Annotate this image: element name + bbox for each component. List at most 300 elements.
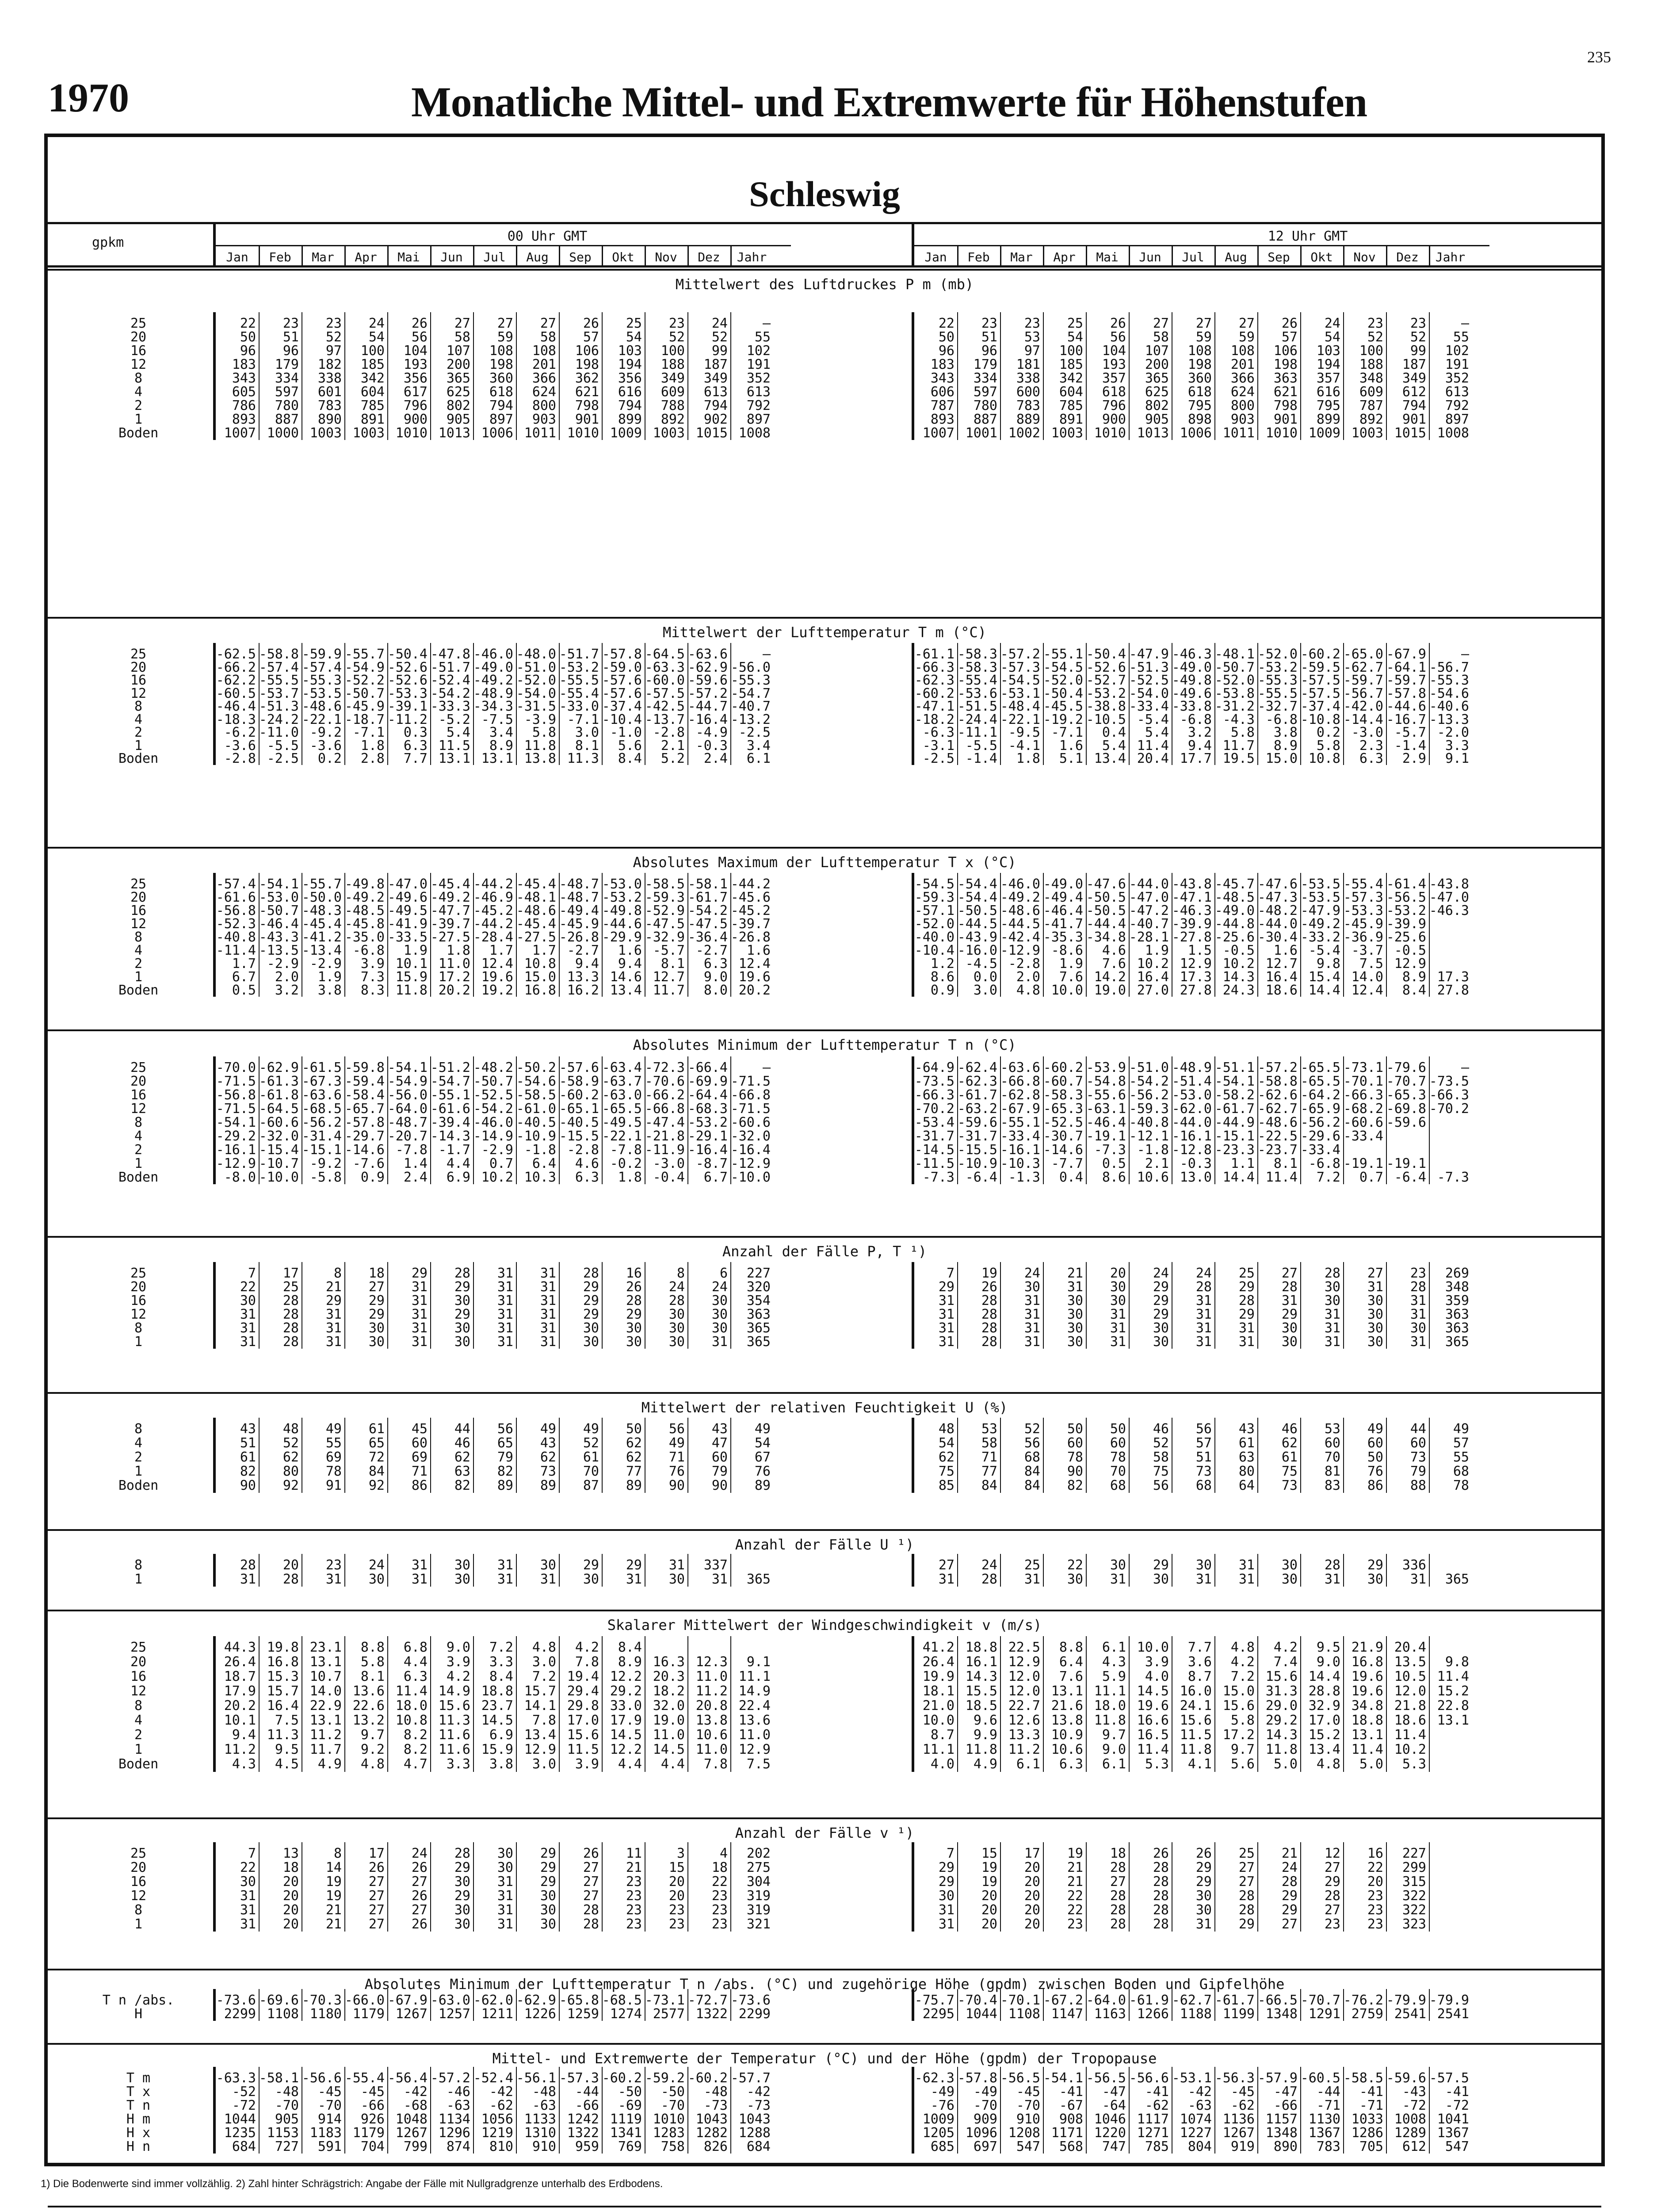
cell-12: -61.9 [1129, 1993, 1169, 2008]
cell-12: 1008 [1394, 2112, 1426, 2127]
cell-00: 49 [540, 1421, 556, 1437]
cell-12: 0.5 [1102, 1156, 1126, 1171]
cell-00: -57.4 [302, 659, 342, 675]
cell-12: 7.2 [1316, 1170, 1340, 1185]
cell-00: -58.4 [344, 1087, 385, 1103]
cell-12: 1227 [1180, 2125, 1212, 2141]
cell-12: 17.0 [1308, 1713, 1340, 1728]
cell-12: 363 [1445, 1320, 1469, 1336]
table-row [48, 316, 1601, 330]
cell-12: -65.9 [1300, 1101, 1340, 1117]
cell-12: -36.9 [1343, 930, 1383, 945]
cell-00: 17.2 [438, 969, 470, 985]
cell-00: 30 [454, 1874, 470, 1890]
month-divider [1172, 245, 1173, 268]
cell-12: -59.7 [1386, 673, 1426, 688]
cell-12: -40.6 [1429, 699, 1469, 714]
cell-00: 12.9 [524, 1742, 556, 1757]
cell-12: 21 [1067, 1860, 1083, 1875]
cell-12: -33.4 [1300, 1142, 1340, 1158]
cell-12: 41.2 [922, 1640, 955, 1655]
cell-00: 1043 [695, 2112, 728, 2127]
cell-00: 24 [368, 1557, 385, 1573]
cell-12: 31 [1024, 1320, 1040, 1336]
cell-00: 780 [275, 398, 299, 413]
cell-00: 8.2 [403, 1742, 428, 1757]
cell-00: 893 [232, 412, 256, 427]
cell-00: 20.2 [438, 983, 470, 998]
cell-00: 17 [368, 1846, 385, 1861]
cell-12: 10.5 [1394, 1669, 1426, 1684]
cell-00: 7 [248, 1266, 256, 1281]
cell-12: 23 [1367, 1916, 1383, 1932]
cell-12: 27 [1281, 1916, 1298, 1932]
table-row [48, 930, 1601, 944]
cell-12: 10.2 [1137, 956, 1169, 972]
cell-12: 1289 [1394, 2125, 1426, 2141]
row-label: 8 [134, 1421, 143, 1437]
cell-00: 103 [618, 343, 642, 359]
cell-00: 617 [403, 384, 428, 400]
cell-00: -48.0 [516, 646, 556, 662]
cell-12: -0.3 [1180, 1156, 1212, 1171]
row-label: T n /abs. [102, 1993, 175, 2008]
cell-12: -1.3 [1008, 1170, 1040, 1185]
cell-12: 363 [1273, 371, 1298, 386]
cell-00: 60 [411, 1435, 428, 1451]
cell-12: 0.4 [1102, 725, 1126, 740]
cell-00: 365 [746, 1320, 771, 1336]
cell-00: 12.9 [738, 1742, 771, 1757]
cell-12: 10.2 [1394, 1742, 1426, 1757]
cell-12: 28 [1110, 1902, 1126, 1918]
cell-12: -6.3 [922, 725, 955, 740]
row-label: T m [126, 2070, 151, 2086]
row-label: 1 [134, 969, 143, 985]
cell-00: -46.9 [473, 890, 513, 905]
cell-00: 11.7 [653, 983, 685, 998]
cell-00: 76 [668, 1464, 685, 1479]
cell-12: 360 [1187, 371, 1212, 386]
cell-12: 5.4 [1102, 738, 1126, 754]
cell-00: 3.3 [489, 1654, 513, 1670]
row-label: 20 [130, 1654, 147, 1670]
cell-00: 7.5 [275, 1713, 299, 1728]
cell-00: 684 [746, 2139, 771, 2154]
cell-00: -0.4 [653, 1170, 685, 1185]
cell-12: 12.9 [1008, 1654, 1040, 1670]
cell-12: -50.5 [1086, 903, 1126, 918]
cell-00: -16.4 [730, 1142, 771, 1158]
cell-00: 785 [360, 398, 385, 413]
cell-00: 8.0 [703, 983, 728, 998]
cell-12: 795 [1187, 398, 1212, 413]
cell-12: 29 [1238, 1307, 1255, 1322]
cell-12: -25.6 [1386, 930, 1426, 945]
cell-12: 6.3 [1359, 751, 1383, 766]
cell-00: 1056 [481, 2112, 513, 2127]
cell-12: -52.5 [1043, 1115, 1083, 1130]
cell-12: -48.9 [1172, 1060, 1212, 1075]
cell-00: 319 [746, 1902, 771, 1918]
row-label: 8 [134, 1698, 143, 1714]
cell-12: -7.3 [1437, 1170, 1469, 1185]
cell-12: 28 [1153, 1888, 1169, 1904]
cell-12: -5.4 [1137, 711, 1169, 727]
cell-00: 33.0 [610, 1698, 642, 1714]
cell-00: 71 [411, 1464, 428, 1479]
cell-00: -57.4 [259, 659, 299, 675]
cell-12: 56 [1153, 1478, 1169, 1493]
data-table-frame [44, 134, 1605, 2166]
cell-00: 2.4 [703, 751, 728, 766]
cell-00: -55.4 [559, 685, 599, 701]
cell-00: -41.2 [302, 930, 342, 945]
cell-00: -57.4 [216, 876, 256, 892]
cell-12: -45.7 [1214, 876, 1255, 892]
cell-00: 26 [411, 1860, 428, 1875]
cell-00: 349 [661, 371, 685, 386]
cell-00: 8.9 [489, 738, 513, 754]
cell-00: 201 [532, 357, 556, 372]
month-divider [1043, 245, 1044, 268]
cell-12: -11.5 [914, 1156, 955, 1171]
cell-00: 43 [711, 1421, 728, 1437]
table-row [48, 1115, 1601, 1129]
cell-12: -53.5 [1300, 890, 1340, 905]
cell-00: -33.5 [387, 930, 428, 945]
cell-12: 26 [1281, 316, 1298, 331]
cell-00: 890 [317, 412, 342, 427]
cell-12: 12.7 [1265, 956, 1298, 972]
cell-12: 198 [1187, 357, 1212, 372]
row-label: 1 [134, 1742, 143, 1757]
cell-00: -53.5 [302, 685, 342, 701]
row-label: 25 [130, 876, 147, 892]
cell-00: 8.3 [360, 983, 385, 998]
cell-12: 24 [981, 1557, 997, 1573]
cell-12: 85 [938, 1478, 955, 1493]
cell-00: 30 [240, 1874, 256, 1890]
cell-00: 24 [368, 316, 385, 331]
cell-00: 30 [540, 1557, 556, 1573]
cell-00: -15.4 [259, 1142, 299, 1158]
cell-00: -47.5 [687, 916, 728, 932]
cell-12: 785 [1145, 2139, 1169, 2154]
row-label: Boden [118, 1170, 159, 1185]
cell-12: -46.3 [1172, 646, 1212, 662]
cell-12: -44.5 [957, 916, 997, 932]
cell-12: 6.3 [1059, 1756, 1083, 1772]
cell-00: 227 [746, 1266, 771, 1281]
cell-00: 31 [411, 1557, 428, 1573]
cell-00: 29 [583, 1557, 599, 1573]
cell-00: 319 [746, 1888, 771, 1904]
cell-00: 19 [325, 1874, 342, 1890]
cell-12: 43 [1238, 1421, 1255, 1437]
cell-12: 1009 [1308, 425, 1340, 441]
cell-12: 16.4 [1137, 969, 1169, 985]
cell-12: 79 [1410, 1464, 1426, 1479]
cell-00: 1006 [481, 425, 513, 441]
row-label: 8 [134, 371, 143, 386]
table-row [48, 1846, 1601, 1860]
cell-00: -42 [403, 2084, 428, 2100]
cell-00: -5.5 [267, 738, 299, 754]
cell-12: 22 [1067, 1557, 1083, 1573]
cell-12: -57.5 [1429, 2070, 1469, 2086]
table-row [48, 1993, 1601, 2007]
cell-00: 6.3 [403, 1669, 428, 1684]
cell-12: 794 [1402, 398, 1426, 413]
cell-00: 591 [317, 2139, 342, 2154]
cell-00: -52.4 [430, 673, 470, 688]
cell-00: 6.7 [703, 1170, 728, 1185]
row-label: 16 [130, 1293, 147, 1308]
cell-00: -29.2 [216, 1128, 256, 1144]
cell-12: 31 [1324, 1572, 1340, 1587]
cell-00: -56.6 [302, 2070, 342, 2086]
cell-00: -54.7 [730, 685, 771, 701]
cell-12: 108 [1187, 343, 1212, 359]
cell-12: 1003 [1351, 425, 1383, 441]
cell-12: 2295 [922, 2006, 955, 2022]
cell-00: -51.7 [559, 646, 599, 662]
cell-00: 29 [583, 1307, 599, 1322]
cell-00: 4.8 [532, 1640, 556, 1655]
cell-00: -64.4 [687, 1087, 728, 1103]
cell-12: -25.6 [1214, 930, 1255, 945]
cell-12: 23 [1410, 1266, 1426, 1281]
cell-00: 1.8 [618, 1170, 642, 1185]
cell-12: -66.5 [1257, 1993, 1298, 2008]
cell-00: 31 [411, 1279, 428, 1295]
cell-00: 1008 [738, 425, 771, 441]
row-label: 4 [134, 1128, 143, 1144]
cell-00: -45 [317, 2084, 342, 2100]
cell-00: 44 [454, 1421, 470, 1437]
row-label: 4 [134, 1713, 143, 1728]
cell-12: 1.6 [1059, 738, 1083, 754]
cell-00: 11.4 [395, 1683, 428, 1699]
cell-12: 27 [1324, 1860, 1340, 1875]
cell-12: 19.6 [1351, 1669, 1383, 1684]
cell-00: 20 [283, 1902, 299, 1918]
cell-00: -40.7 [730, 699, 771, 714]
cell-12: 31 [938, 1916, 955, 1932]
cell-12: 82 [1067, 1478, 1083, 1493]
cell-00: 52 [325, 329, 342, 345]
cell-12: 919 [1230, 2139, 1255, 2154]
cell-00: -7.8 [610, 1142, 642, 1158]
cell-12: 27 [1281, 1266, 1298, 1281]
cell-00: 82 [454, 1478, 470, 1493]
cell-00: 1.4 [403, 1156, 428, 1171]
cell-00: 31 [411, 1572, 428, 1587]
cell-00: 826 [703, 2139, 728, 2154]
cell-12: -48.2 [1257, 903, 1298, 918]
cell-12: -60.6 [1343, 1115, 1383, 1130]
cell-12: 81 [1324, 1464, 1340, 1479]
month-header: Jahr [737, 250, 767, 264]
cell-12: 7 [946, 1846, 955, 1861]
cell-12: 12.9 [1180, 956, 1212, 972]
cell-00: 1048 [395, 2112, 428, 2127]
cell-12: -53.2 [1386, 903, 1426, 918]
row-label: 25 [130, 646, 147, 662]
section-title: Absolutes Maximum der Lufttemperatur T x (°C) [633, 854, 1016, 871]
row-label: 20 [130, 329, 147, 345]
cell-12: -3.1 [922, 738, 955, 754]
cell-12: 11.8 [965, 1742, 997, 1757]
cell-00: -2.8 [653, 725, 685, 740]
cell-12: 30 [1367, 1293, 1383, 1308]
cell-00: 20.8 [695, 1698, 728, 1714]
gmt00-header: 00 Uhr GMT [507, 229, 588, 244]
cell-12: 8.7 [930, 1727, 955, 1743]
cell-00: 10.1 [395, 956, 428, 972]
cell-12: 54 [1324, 329, 1340, 345]
cell-00: 108 [489, 343, 513, 359]
cell-00: 3.0 [532, 1654, 556, 1670]
cell-00: 15.6 [438, 1698, 470, 1714]
cell-12: 7.6 [1059, 969, 1083, 985]
cell-12: -60.5 [1300, 2070, 1340, 2086]
cell-12: 181 [1016, 357, 1040, 372]
cell-12: -56.2 [1129, 1087, 1169, 1103]
cell-00: 29 [454, 1888, 470, 1904]
cell-12: -47.9 [1300, 903, 1340, 918]
cell-12: 796 [1102, 398, 1126, 413]
cell-00: -55.1 [430, 1087, 470, 1103]
cell-00: -57.3 [559, 2070, 599, 2086]
table-section [48, 1236, 1601, 1260]
month-header: Nov [1353, 250, 1376, 264]
cell-12: -35.3 [1043, 930, 1083, 945]
cell-00: -62.2 [216, 673, 256, 688]
cell-12: -53.3 [1343, 903, 1383, 918]
cell-12: 19.0 [1094, 983, 1126, 998]
cell-12: 1074 [1180, 2112, 1212, 2127]
cell-12: -2.8 [1008, 956, 1040, 972]
cell-12: 600 [1016, 384, 1040, 400]
cell-12: -47.2 [1129, 903, 1169, 918]
cell-12: 1002 [1008, 425, 1040, 441]
cell-00: 1257 [438, 2006, 470, 2022]
cell-12: 20 [981, 1916, 997, 1932]
cell-00: -53.3 [387, 685, 428, 701]
cell-12: 51 [1195, 1450, 1212, 1465]
cell-00: 8.1 [360, 1669, 385, 1684]
cell-00: -13.4 [302, 943, 342, 958]
cell-12: -43 [1402, 2084, 1426, 2100]
cell-12: 1348 [1265, 2006, 1298, 2022]
cell-00: -73.6 [216, 1993, 256, 2008]
month-header: Nov [655, 250, 677, 264]
cell-00: 29 [540, 1846, 556, 1861]
cell-12: 1.5 [1187, 943, 1212, 958]
cell-00: -45.2 [730, 903, 771, 918]
cell-00: 3 [676, 1846, 685, 1861]
cell-00: -56.2 [302, 1115, 342, 1130]
cell-12: 1006 [1180, 425, 1212, 441]
cell-00: 26 [626, 1279, 642, 1295]
table-row [48, 673, 1601, 687]
month-header: Mai [397, 250, 420, 264]
cell-00: -54.1 [216, 1115, 256, 1130]
cell-12: 1.6 [1273, 943, 1298, 958]
cell-00: 18.0 [395, 1698, 428, 1714]
cell-00: -13.2 [730, 711, 771, 727]
cell-12: 8.9 [1402, 969, 1426, 985]
cell-00: -50.7 [473, 1074, 513, 1089]
cell-00: 12.3 [695, 1654, 728, 1670]
cell-12: 547 [1016, 2139, 1040, 2154]
cell-12: 31 [1324, 1334, 1340, 1350]
cell-00: 29 [540, 1874, 556, 1890]
cell-00: -1.7 [438, 1142, 470, 1158]
cell-00: 23.1 [309, 1640, 342, 1655]
cell-00: -70 [317, 2098, 342, 2113]
cell-00: 365 [746, 1572, 771, 1587]
cell-00: -59.4 [344, 1074, 385, 1089]
cell-00: 51 [283, 329, 299, 345]
cell-12: 606 [930, 384, 955, 400]
table-row [48, 2006, 1601, 2020]
cell-00: 5.8 [532, 725, 556, 740]
cell-12: 19.5 [1222, 751, 1255, 766]
cell-00: 1.9 [317, 969, 342, 985]
cell-12: 685 [930, 2139, 955, 2154]
cell-12: 365 [1145, 371, 1169, 386]
month-header: Okt [1310, 250, 1333, 264]
cell-00: 3.0 [575, 725, 599, 740]
cell-00: -44 [575, 2084, 599, 2100]
cell-12: -59.7 [1343, 673, 1383, 688]
cell-12: 17.7 [1180, 751, 1212, 766]
cell-00: -50.2 [516, 1060, 556, 1075]
cell-12: 20.4 [1137, 751, 1169, 766]
cell-00: 8 [333, 1266, 342, 1281]
cell-12: -14.6 [1043, 1142, 1083, 1158]
cell-00: 8.9 [618, 1654, 642, 1670]
cell-00: -2.5 [738, 725, 771, 740]
cell-12: 29 [1367, 1557, 1383, 1573]
cell-12: 804 [1187, 2139, 1212, 2154]
cell-00: 47 [711, 1435, 728, 1451]
cell-00: -13.7 [645, 711, 685, 727]
cell-12: 25 [1067, 316, 1083, 331]
cell-12: -49.8 [1172, 673, 1212, 688]
cell-00: 20 [283, 1888, 299, 1904]
cell-00: 356 [403, 371, 428, 386]
cell-12: -52.6 [1086, 659, 1126, 675]
cell-00: 1282 [695, 2125, 728, 2141]
cell-00: 19.0 [653, 1713, 685, 1728]
cell-00: 7 [248, 1846, 256, 1861]
cell-00: -49.2 [344, 890, 385, 905]
cell-00: 8 [676, 1266, 685, 1281]
cell-12: 30 [1281, 1320, 1298, 1336]
cell-12: -65.3 [1386, 1087, 1426, 1103]
cell-00: 6.3 [575, 1170, 599, 1185]
cell-12: 20 [1367, 1874, 1383, 1890]
cell-00: 30 [454, 1902, 470, 1918]
cell-00: 363 [746, 1307, 771, 1322]
cell-00: -59.3 [645, 890, 685, 905]
cell-00: 31 [240, 1572, 256, 1587]
cell-12: -5.7 [1394, 725, 1426, 740]
